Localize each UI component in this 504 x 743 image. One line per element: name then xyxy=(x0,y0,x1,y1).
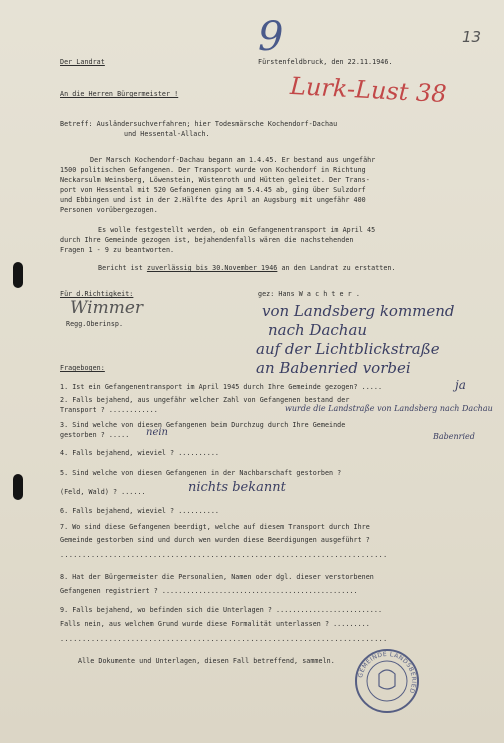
punch-hole-top xyxy=(13,262,23,288)
punch-hole-bottom xyxy=(13,474,23,500)
subject-line-2: und Hessental-Allach. xyxy=(124,130,210,138)
answer-3: nein xyxy=(146,427,168,438)
question-9-line-2: Falls nein, aus welchem Grund wurde diese Formalität unterlassen ? ......... xyxy=(60,620,370,628)
handwritten-line: auf der Lichtblickstraße xyxy=(256,340,440,358)
deadline-pre: Bericht ist xyxy=(98,264,147,272)
certified-signature: Wimmer xyxy=(70,298,144,318)
handwritten-line: von Landsberg kommend xyxy=(262,302,455,320)
body-line: Fragen 1 - 9 zu beantworten. xyxy=(60,246,175,254)
question-5-line-2: (Feld, Wald) ? ...... xyxy=(60,488,146,496)
stamp-text: GEMEINDE LANDSBERIED xyxy=(357,650,418,695)
body-line: Neckarsulm Weinsberg, Löwenstein, Wüstenroth und Hütten geleitet. Der Trans- xyxy=(60,176,370,184)
body-line: Personen vorübergezogen. xyxy=(60,206,158,214)
footer-note: Alle Dokumente und Unterlagen, diesen Fall betreffend, sammeln. xyxy=(78,657,335,665)
deadline-post: an den Landrat zu erstatten. xyxy=(277,264,396,272)
red-mark: Lurk-Lust 38 xyxy=(289,71,448,109)
deadline-line xyxy=(98,264,396,272)
question-8: 8. Hat der Bürgermeister die Personalien, Namen oder dgl. dieser verstorbenen xyxy=(60,573,374,581)
folio-mark: 9 xyxy=(258,14,284,60)
questions-heading: Fragebogen: xyxy=(60,364,105,372)
body-line: und Ebbingen und ist in der 2.Hälfte des April an Augsburg mit ungefähr 400 xyxy=(60,196,366,204)
question-7-line-2: Gemeinde gestorben sind und durch wen wurden diese Beerdigungen ausgeführt ? xyxy=(60,536,370,544)
handwritten-line: nach Dachau xyxy=(268,321,368,339)
body-line: durch Ihre Gemeinde gezogen ist, bejahendenfalls wären die nachstehenden xyxy=(60,236,354,244)
question-9: 9. Falls bejahend, wo befinden sich die Unterlagen ? .......................... xyxy=(60,606,383,614)
handwritten-line: an Babenried vorbei xyxy=(256,359,411,377)
body-line: Der Marsch Kochendorf-Dachau begann am 1.4.45. Er bestand aus ungefähr xyxy=(90,156,376,164)
page-number: 13 xyxy=(462,28,482,46)
answer-3-place: Babenried xyxy=(433,432,475,441)
question-2: 2. Falls bejahend, aus ungefähr welcher Zahl von Gefangenen bestand der xyxy=(60,396,350,404)
question-5: 5. Sind welche von diesen Gefangenen in der Nachbarschaft gestorben ? xyxy=(60,469,342,477)
question-6: 6. Falls bejahend, wieviel ? .......... xyxy=(60,507,219,515)
body-line: port von Hessental mit 520 Gefangenen ging am 5.4.45 ab, ging über Sulzdorf xyxy=(60,186,366,194)
recipient: An die Herren Bürgermeister ! xyxy=(60,90,179,98)
question-3-line-2 xyxy=(60,431,129,439)
body-line: Es wolle festgestellt werden, ob ein Gefangenentransport im April 45 xyxy=(98,226,376,234)
question-1: 1. Ist ein Gefangenentransport im April 1945 durch Ihre Gemeinde gezogen? ..... xyxy=(60,383,383,391)
question-3: 3. Sind welche von diesen Gefangenen beim Durchzug durch Ihre Gemeinde xyxy=(60,421,346,429)
signed-by: gez: Hans W a c h t e r . xyxy=(258,290,360,298)
question-4: 4. Falls bejahend, wieviel ? .......... xyxy=(60,449,219,457)
answer-1: ja xyxy=(455,378,466,392)
question-7-line-3: .......................................................................... xyxy=(60,551,388,559)
municipal-stamp xyxy=(352,646,422,716)
question-9-line-3: .......................................................................... xyxy=(60,635,388,643)
body-line: 1500 politischen Gefangenen. Der Transport wurde von Kochendorf in Richtung xyxy=(60,166,366,174)
answer-5: nichts bekannt xyxy=(188,480,286,495)
answer-2: wurde die Landstraße von Landsberg nach Dachau xyxy=(285,404,493,413)
subject-line-1: Betreff: Ausländersuchverfahren; hier Todesmärsche Kochendorf-Dachau xyxy=(60,120,338,128)
deadline-date: zuverlässig bis 30.November 1946 xyxy=(146,264,278,272)
certified-label: Für d.Richtigkeit: xyxy=(60,290,134,298)
certified-title: Regg.Oberinsp. xyxy=(66,320,124,328)
question-7: 7. Wo sind diese Gefangenen beerdigt, welche auf diesem Transport durch Ihre xyxy=(60,523,370,531)
place-date: Fürstenfeldbruck, den 22.11.1946. xyxy=(258,58,393,66)
sender: Der Landrat xyxy=(60,58,105,66)
question-2-line-2: Transport ? ............ xyxy=(60,406,158,414)
question-8-line-2: Gefangenen registriert ? ................................................ xyxy=(60,587,358,595)
question-3-line-2-text: gestorben ? ..... xyxy=(60,431,130,439)
